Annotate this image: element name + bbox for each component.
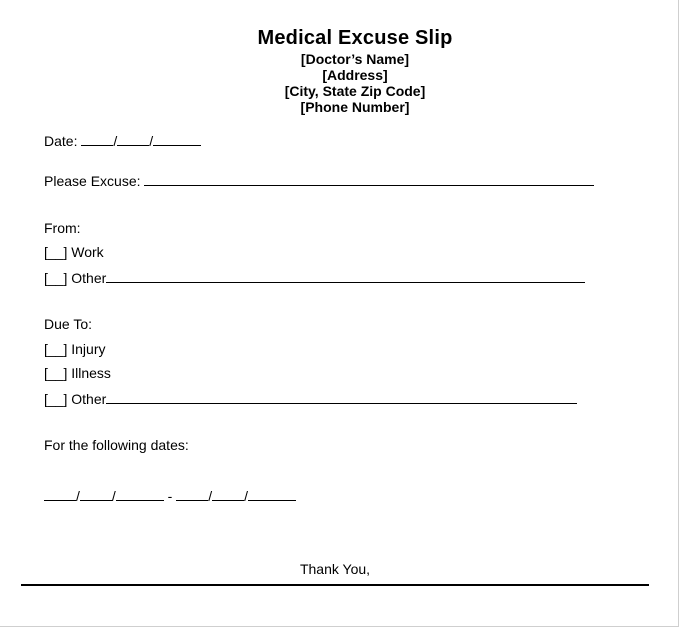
due-other-blank[interactable]: [106, 389, 577, 404]
date-line: [44, 131, 201, 149]
checkbox[interactable]: [__]: [44, 270, 68, 286]
end-day-blank[interactable]: [212, 486, 244, 501]
start-day-blank[interactable]: [80, 486, 112, 501]
end-year-blank[interactable]: [248, 486, 296, 501]
doctor-name: [Doctor’s Name]: [300, 51, 410, 67]
due-to-label: Due To:: [44, 316, 92, 332]
checkbox[interactable]: [__]: [44, 365, 68, 381]
date-month-blank[interactable]: [81, 131, 113, 146]
from-other-blank[interactable]: [106, 268, 585, 283]
checkbox[interactable]: [__]: [44, 244, 68, 260]
other-label: Other: [71, 391, 107, 407]
date-separator: /: [113, 133, 118, 149]
illness-label: Illness: [71, 365, 111, 381]
date-label: Date:: [44, 133, 78, 149]
due-illness-option[interactable]: [44, 365, 111, 381]
work-label: Work: [71, 244, 104, 260]
city-state-zip: [City, State Zip Code]: [284, 83, 426, 99]
phone-number: [Phone Number]: [300, 99, 410, 115]
other-label: Other: [71, 270, 107, 286]
date-year-blank[interactable]: [153, 131, 201, 146]
date-day-blank[interactable]: [117, 131, 149, 146]
from-other-option[interactable]: [44, 268, 585, 286]
due-other-option[interactable]: [44, 389, 577, 407]
signature-line[interactable]: [21, 584, 649, 586]
end-month-blank[interactable]: [176, 486, 208, 501]
date-separator: /: [111, 488, 116, 504]
please-excuse-blank[interactable]: [144, 171, 594, 186]
date-separator: /: [244, 488, 249, 504]
due-injury-option[interactable]: [44, 341, 105, 357]
date-range-line: [44, 486, 296, 504]
date-separator: /: [208, 488, 213, 504]
start-month-blank[interactable]: [44, 486, 76, 501]
please-excuse-label: Please Excuse:: [44, 173, 141, 189]
document-title: Medical Excuse Slip: [257, 27, 453, 49]
following-dates-label: For the following dates:: [44, 437, 189, 453]
address: [Address]: [322, 67, 388, 83]
date-separator: /: [149, 133, 154, 149]
injury-label: Injury: [71, 341, 106, 357]
closing-text: Thank You,: [299, 561, 371, 577]
start-year-blank[interactable]: [116, 486, 164, 501]
range-separator: -: [167, 488, 173, 504]
date-separator: /: [76, 488, 80, 504]
checkbox[interactable]: [__]: [44, 391, 68, 407]
from-work-option[interactable]: [44, 244, 104, 260]
please-excuse-line: [44, 171, 594, 189]
checkbox[interactable]: [__]: [44, 341, 68, 357]
from-label: From:: [44, 220, 81, 236]
